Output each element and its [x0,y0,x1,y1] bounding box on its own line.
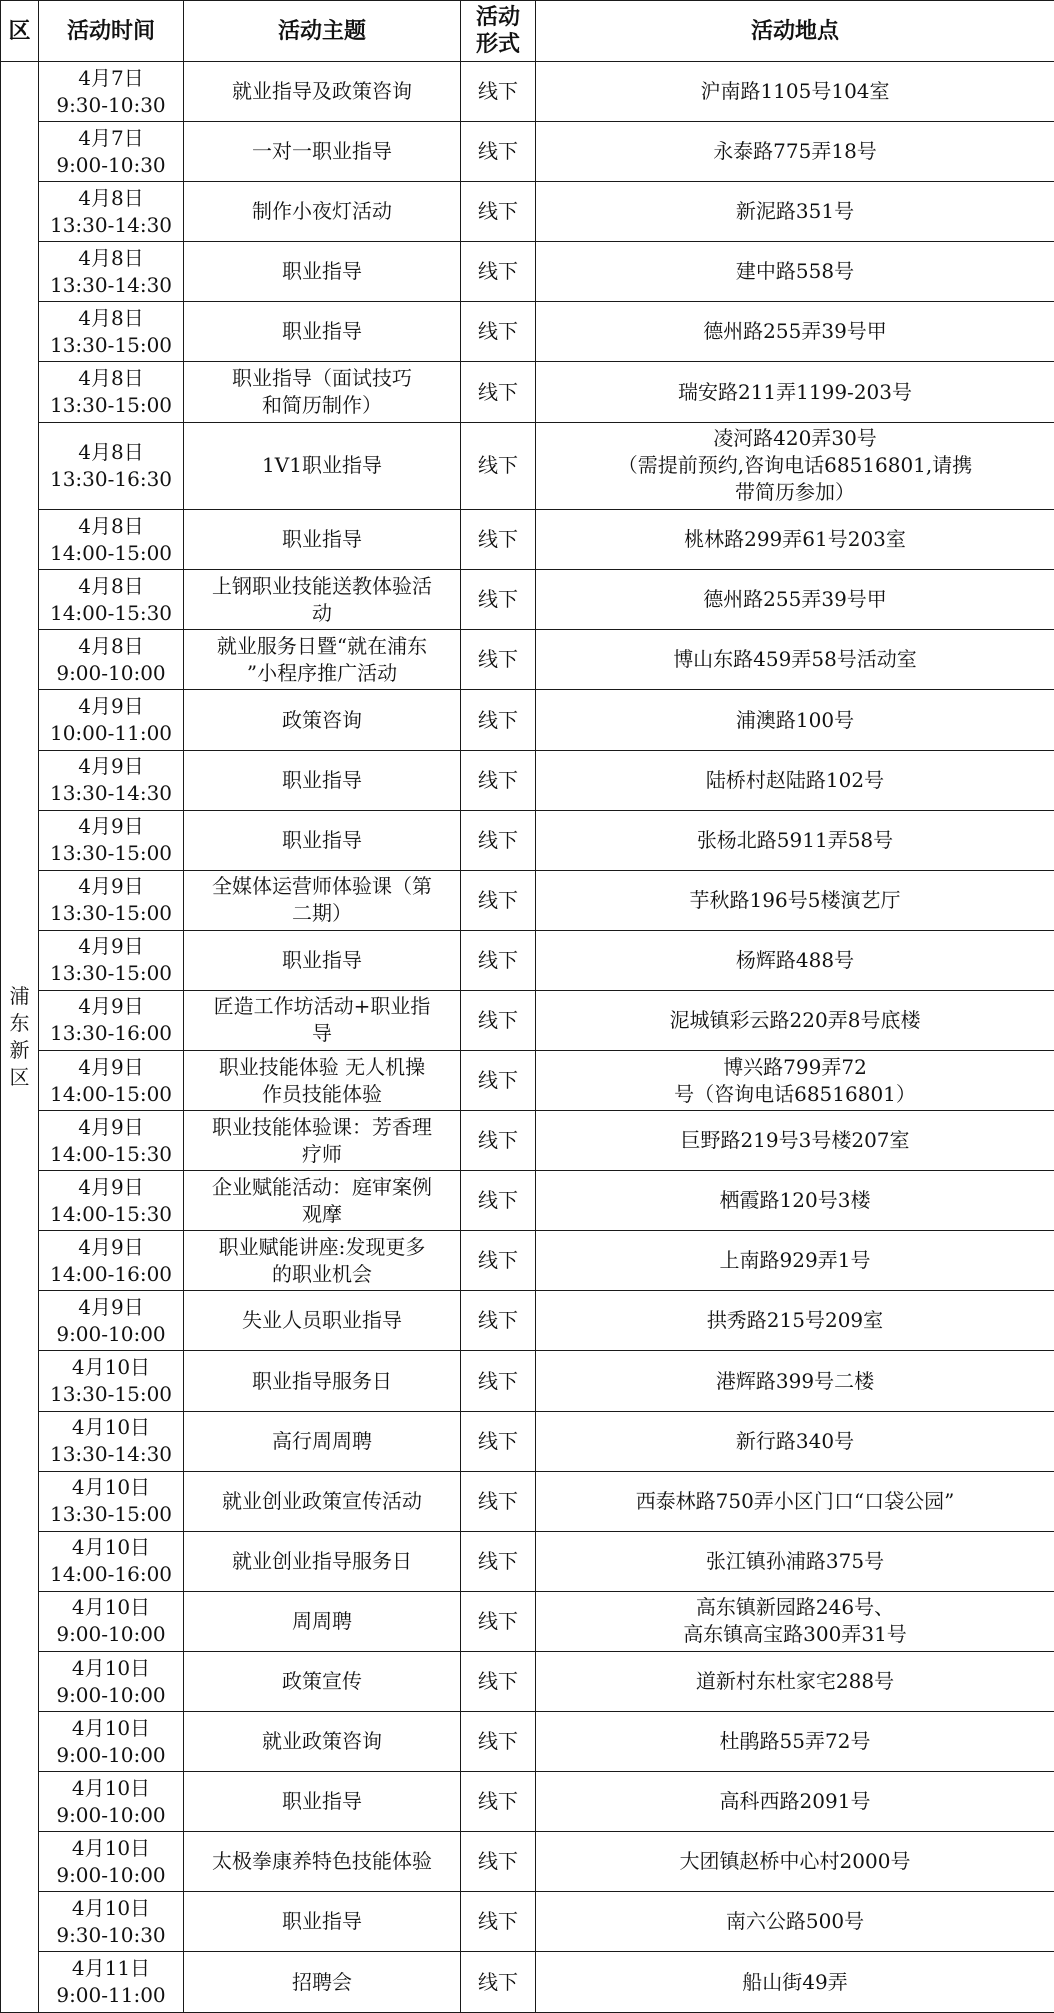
activity-location-line: （需提前预约,咨询电话68516801,请携 [617,453,973,478]
activity-topic: 高行周周聘 [184,1411,461,1471]
activity-time: 9:00-10:00 [56,1742,166,1767]
activity-location-line: 号（咨询电话68516801） [674,1081,916,1106]
table-row [1,422,1054,510]
activity-date: 4月10日 [71,1535,151,1560]
activity-time: 13:30-14:30 [49,272,173,297]
table-row [1,1772,1054,1832]
activity-date: 4月9日 [78,1114,144,1139]
activity-topic-line: 匠造工作坊活动+职业指 [213,994,431,1019]
activity-topic: 政策宣传 [184,1651,461,1711]
activity-format: 线下 [461,1411,536,1471]
time-cell [39,422,184,510]
time-cell [39,930,184,990]
activity-format: 线下 [461,1892,536,1952]
activity-date: 4月9日 [78,934,144,959]
activity-date: 4月11日 [71,1956,151,1981]
activity-format: 线下 [461,242,536,302]
activity-format: 线下 [461,690,536,750]
time-cell [39,242,184,302]
activity-topic-line: 疗师 [302,1141,342,1166]
time-cell [39,1591,184,1651]
activity-date: 4月10日 [71,1895,151,1920]
activity-location-line: 博兴路799弄72 [723,1054,867,1079]
activity-date: 4月7日 [78,65,144,90]
activity-time: 14:00-15:00 [49,540,173,565]
table-row [1,62,1054,122]
activity-format: 线下 [461,750,536,810]
activity-format: 线下 [461,302,536,362]
table-row [1,630,1054,690]
activity-topic [184,630,461,690]
activity-location: 道新村东杜家宅288号 [536,1651,1054,1711]
table-row [1,1291,1054,1351]
activity-format: 线下 [461,1471,536,1531]
activity-time: 9:00-10:00 [56,1862,166,1887]
activity-topic [184,1111,461,1171]
activity-date: 4月8日 [78,305,144,330]
activity-time: 9:30-10:30 [56,1922,166,1947]
activity-time: 13:30-15:00 [49,1502,173,1527]
activity-date: 4月10日 [71,1775,151,1800]
activity-topic-line: 上钢职业技能送教体验活 [212,573,432,598]
activity-location: 巨野路219号3号楼207室 [536,1111,1054,1171]
activity-topic-line: 和简历制作） [262,393,382,418]
time-cell [39,302,184,362]
activity-location [536,1591,1054,1651]
activity-date: 4月8日 [78,185,144,210]
activity-format: 线下 [461,870,536,930]
activity-topic [184,1231,461,1291]
activity-time: 9:00-10:00 [56,1802,166,1827]
activity-date: 4月10日 [71,1835,151,1860]
activity-location: 沪南路1105号104室 [536,62,1054,122]
time-cell [39,362,184,422]
activity-location: 芋秋路196号5楼演艺厅 [536,870,1054,930]
activity-time: 9:00-10:30 [56,152,166,177]
activity-location [536,422,1054,510]
activity-time: 13:30-15:00 [49,901,173,926]
activity-time: 14:00-15:30 [49,1201,173,1226]
time-cell [39,750,184,810]
activity-topic: 政策咨询 [184,690,461,750]
header-format [461,1,536,62]
table-row [1,750,1054,810]
table-row [1,182,1054,242]
activity-topic-line: 就业服务日暨“就在浦东 [216,633,428,658]
activity-topic-line: 职业技能体验 无人机操 [218,1054,426,1079]
table-row [1,302,1054,362]
table-row [1,1832,1054,1892]
activity-format: 线下 [461,1111,536,1171]
activity-location: 西泰林路750弄小区门口“口袋公园” [536,1471,1054,1531]
activity-date: 4月10日 [71,1715,151,1740]
activity-location: 浦澳路100号 [536,690,1054,750]
table-row [1,1051,1054,1111]
table-row [1,1111,1054,1171]
schedule-rows [1,62,1054,2013]
activity-location: 张江镇孙浦路375号 [536,1531,1054,1591]
activity-date: 4月9日 [78,694,144,718]
table-row [1,930,1054,990]
activity-time: 14:00-15:00 [49,1081,173,1106]
activity-topic-line: 企业赋能活动：庭审案例 [212,1174,432,1199]
activity-format: 线下 [461,422,536,510]
activity-location: 杜鹃路55弄72号 [536,1712,1054,1772]
activity-location: 南六公路500号 [536,1892,1054,1952]
activity-topic [184,362,461,422]
activity-location: 港辉路399号二楼 [536,1351,1054,1411]
activity-format: 线下 [461,1051,536,1111]
time-cell [39,1051,184,1111]
activity-format: 线下 [461,990,536,1050]
activity-topic: 就业创业政策宣传活动 [184,1471,461,1531]
activity-time: 9:00-10:00 [56,1682,166,1707]
activity-date: 4月9日 [78,754,144,779]
activity-format: 线下 [461,930,536,990]
table-row [1,1471,1054,1531]
time-cell [39,990,184,1050]
activity-date: 4月9日 [78,1054,144,1079]
activity-time: 13:30-15:00 [49,841,173,866]
activity-location: 桃林路299弄61号203室 [536,510,1054,570]
activity-format: 线下 [461,362,536,422]
table-row [1,1892,1054,1952]
activity-time: 9:00-11:00 [56,1983,166,2008]
header-district: 区 [1,1,39,62]
activity-topic-line: 动 [312,600,332,625]
activity-location: 拱秀路215号209室 [536,1291,1054,1351]
activity-time: 13:30-14:30 [49,212,173,237]
time-cell [39,1531,184,1591]
activity-date: 4月10日 [71,1655,151,1680]
activity-time: 13:30-14:30 [49,1442,173,1467]
table-row [1,870,1054,930]
time-cell [39,62,184,122]
header-topic: 活动主题 [184,1,461,62]
activity-topic-line: 作员技能体验 [262,1081,382,1106]
activity-format: 线下 [461,62,536,122]
activity-topic: 周周聘 [184,1591,461,1651]
activity-format: 线下 [461,1952,536,2013]
activity-date: 4月10日 [71,1475,151,1500]
activity-date: 4月8日 [78,513,144,538]
activity-topic-line: 全媒体运营师体验课（第 [212,874,432,899]
activity-date: 4月10日 [71,1355,151,1380]
time-cell [39,1952,184,2013]
district-label: 浦东新区 [9,984,30,1089]
activity-topic: 职业指导 [184,242,461,302]
activity-topic: 就业指导及政策咨询 [184,62,461,122]
activity-location: 高科西路2091号 [536,1772,1054,1832]
activity-location: 永泰路775弄18号 [536,122,1054,182]
activity-topic: 职业指导 [184,930,461,990]
activity-time: 13:30-15:00 [49,961,173,986]
activity-topic: 职业指导 [184,302,461,362]
table-row [1,1171,1054,1231]
activity-topic: 职业指导 [184,1772,461,1832]
activity-topic-line: 二期） [292,901,352,926]
activity-location [536,1051,1054,1111]
activity-location-line: 高东镇高宝路300弄31号 [683,1622,907,1647]
activity-location: 新泥路351号 [536,182,1054,242]
activity-topic-line: 导 [312,1021,332,1046]
activity-location: 德州路255弄39号甲 [536,570,1054,630]
activity-time: 13:30-16:00 [49,1021,173,1046]
activity-topic: 职业指导服务日 [184,1351,461,1411]
activity-time: 13:30-15:00 [49,393,173,418]
activity-format: 线下 [461,1351,536,1411]
activity-date: 4月9日 [78,1234,144,1259]
activity-date: 4月7日 [78,125,144,150]
activity-date: 4月8日 [78,439,144,464]
activity-topic: 招聘会 [184,1952,461,2013]
table-row [1,1952,1054,2013]
header-row [1,1,1054,62]
time-cell [39,690,184,750]
activity-topic [184,1051,461,1111]
time-cell [39,570,184,630]
activity-location: 建中路558号 [536,242,1054,302]
activity-format: 线下 [461,1531,536,1591]
activity-time: 9:30-10:30 [56,92,166,117]
table-row [1,510,1054,570]
activity-time: 13:30-14:30 [49,781,173,806]
activity-time: 14:00-16:00 [49,1261,173,1286]
time-cell [39,1471,184,1531]
activity-location: 张杨北路5911弄58号 [536,810,1054,870]
activity-topic: 职业指导 [184,510,461,570]
activity-time: 13:30-15:00 [49,1382,173,1407]
time-cell [39,810,184,870]
activity-topic: 职业指导 [184,1892,461,1952]
table-row [1,1651,1054,1711]
activity-topic-line: 观摩 [302,1201,342,1226]
time-cell [39,1291,184,1351]
activity-topic: 太极拳康养特色技能体验 [184,1832,461,1892]
activity-date: 4月9日 [78,874,144,899]
activity-format: 线下 [461,810,536,870]
time-cell [39,1832,184,1892]
time-cell [39,1411,184,1471]
table-row [1,690,1054,750]
activity-time: 13:30-15:00 [49,332,173,357]
activity-topic-line: 职业技能体验课：芳香理 [212,1114,432,1139]
activity-date: 4月8日 [78,633,144,658]
time-cell [39,1712,184,1772]
activity-topic: 制作小夜灯活动 [184,182,461,242]
time-cell [39,1772,184,1832]
activity-topic [184,1171,461,1231]
activity-location: 陆桥村赵陆路102号 [536,750,1054,810]
time-cell [39,182,184,242]
activity-format: 线下 [461,1591,536,1651]
activity-topic-line: ”小程序推广活动 [246,660,398,685]
activity-location: 新行路340号 [536,1411,1054,1471]
activity-time: 14:00-15:30 [49,600,173,625]
activity-topic: 就业创业指导服务日 [184,1531,461,1591]
activity-date: 4月8日 [78,366,144,391]
activity-time: 10:00-11:00 [49,721,173,745]
table-row [1,1231,1054,1291]
activity-location-line: 凌河路420弄30号 [713,426,877,451]
table-row [1,1591,1054,1651]
activity-time: 14:00-16:00 [49,1562,173,1587]
time-cell [39,1351,184,1411]
activity-location: 瑞安路211弄1199-203号 [536,362,1054,422]
table-row [1,242,1054,302]
activity-format: 线下 [461,570,536,630]
header-format-label: 活动形式 [475,4,520,57]
activity-format: 线下 [461,1291,536,1351]
activity-format: 线下 [461,122,536,182]
activity-date: 4月10日 [71,1415,151,1440]
activity-time: 9:00-10:00 [56,1622,166,1647]
activity-time: 9:00-10:00 [56,1321,166,1346]
activity-location: 泥城镇彩云路220弄8号底楼 [536,990,1054,1050]
time-cell [39,630,184,690]
activity-location: 德州路255弄39号甲 [536,302,1054,362]
table-row [1,990,1054,1050]
activity-location: 船山街49弄 [536,1952,1054,2013]
header-time: 活动时间 [39,1,184,62]
activity-topic: 1V1职业指导 [184,422,461,510]
activity-format: 线下 [461,1832,536,1892]
time-cell [39,1111,184,1171]
activity-location: 栖霞路120号3楼 [536,1171,1054,1231]
table-row [1,1712,1054,1772]
activity-date: 4月8日 [78,245,144,270]
activity-topic: 一对一职业指导 [184,122,461,182]
table-row [1,362,1054,422]
table-row [1,122,1054,182]
activity-format: 线下 [461,182,536,242]
activity-location-line: 带简历参加） [735,480,855,505]
district-cell [1,62,39,2013]
activity-location: 杨辉路488号 [536,930,1054,990]
table-row [1,570,1054,630]
time-cell [39,1651,184,1711]
activity-time: 9:00-10:00 [56,660,166,685]
activity-location-line: 高东镇新园路246号、 [695,1595,895,1620]
table-row [1,810,1054,870]
header-location: 活动地点 [536,1,1054,62]
activity-date: 4月10日 [71,1595,151,1620]
activity-topic-line: 的职业机会 [272,1261,372,1286]
table-row [1,1411,1054,1471]
activity-date: 4月9日 [78,814,144,839]
activity-time: 14:00-15:30 [49,1141,173,1166]
activity-topic-line: 职业指导（面试技巧 [232,366,412,391]
activity-location: 博山东路459弄58号活动室 [536,630,1054,690]
time-cell [39,510,184,570]
activity-topic: 失业人员职业指导 [184,1291,461,1351]
time-cell [39,122,184,182]
activity-format: 线下 [461,1171,536,1231]
activity-topic: 职业指导 [184,750,461,810]
activity-date: 4月8日 [78,573,144,598]
time-cell [39,870,184,930]
activity-time: 13:30-16:30 [49,466,173,491]
activity-location: 大团镇赵桥中心村2000号 [536,1832,1054,1892]
activity-format: 线下 [461,1651,536,1711]
activity-date: 4月9日 [78,994,144,1019]
activity-format: 线下 [461,630,536,690]
activity-topic-line: 职业赋能讲座:发现更多 [218,1234,426,1259]
activity-topic: 职业指导 [184,810,461,870]
activity-format: 线下 [461,1772,536,1832]
time-cell [39,1171,184,1231]
time-cell [39,1892,184,1952]
activity-topic [184,570,461,630]
activity-topic: 就业政策咨询 [184,1712,461,1772]
activity-topic [184,990,461,1050]
activity-format: 线下 [461,510,536,570]
time-cell [39,1231,184,1291]
table-row [1,1531,1054,1591]
activity-format: 线下 [461,1231,536,1291]
activity-location: 上南路929弄1号 [536,1231,1054,1291]
activity-date: 4月9日 [78,1294,144,1319]
activity-date: 4月9日 [78,1174,144,1199]
activity-topic [184,870,461,930]
table-row [1,1351,1054,1411]
activity-format: 线下 [461,1712,536,1772]
